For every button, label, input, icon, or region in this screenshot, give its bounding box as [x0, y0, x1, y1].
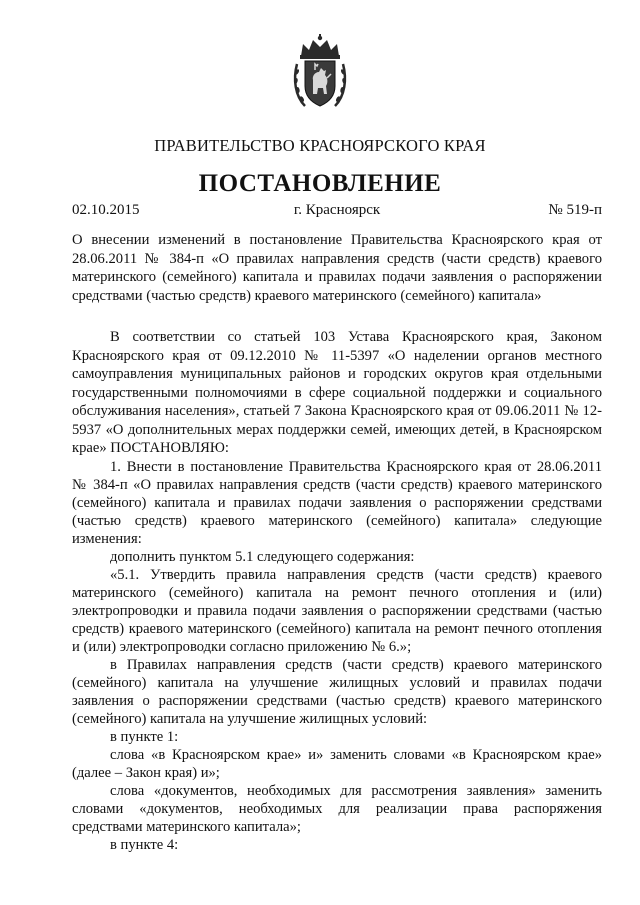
body-paragraph: 1. Внести в постановление Правительства Красноярского края от 28.06.2011 № 384-п «О правилах направления средств (части средств) краевого материнского (семейного) капитала и правилах подачи заявления о распоряжении средствами (частью средств) краевого материнского (семейного) капитала» следующие изменения: — [72, 458, 602, 547]
document-city: г. Красноярск — [293, 202, 381, 218]
document-type-title: ПОСТАНОВЛЕНИЕ — [198, 170, 442, 197]
body-paragraph: в Правилах направления средств (части средств) краевого материнского (семейного) капитала на улучшение жилищных условий и правилах подачи заявления о распоряжении средствами (частью средств) краевого материнского (семейного) капитала на улучшение жилищных условий: — [72, 656, 602, 727]
krasnoyarsk-coat-of-arms-icon — [291, 34, 349, 112]
body-paragraph: В соответствии со статьей 103 Устава Красноярского края, Законом Красноярского края от 09.12.2010 № 11-5397 «О наделении органов местного самоуправления муниципальных районов и городских округов края отдельными государственными полномочиями в сфере социальной поддержки и социального обслуживания населения», статьей 7 Закона Красноярского края от 09.06.2011 № 12-5937 «О дополнительных мерах поддержки семей, имеющих детей, в Красноярском крае» ПОСТАНОВЛЯЮ: — [72, 329, 602, 456]
document-meta-row — [72, 202, 602, 222]
body-paragraph: в пункте 1: — [110, 728, 179, 745]
document-body — [72, 231, 602, 854]
document-date: 02.10.2015 — [72, 202, 140, 218]
body-paragraph: дополнить пунктом 5.1 следующего содержания: — [110, 548, 415, 565]
body-paragraph: в пункте 4: — [110, 836, 179, 853]
body-paragraph: слова «в Красноярском крае» и» заменить словами «в Красноярском крае» (далее – Закон края) и»; — [72, 746, 602, 781]
body-paragraph: слова «документов, необходимых для рассмотрения заявления» заменить словами «документов, необходимых для реализации права распоряжения средствами материнского капитала»; — [72, 782, 602, 835]
body-paragraph: «5.1. Утвердить правила направления средств (части средств) краевого материнского (семейного) капитала на ремонт печного отопления и (или) электропроводки и правила подачи заявления о распоряжении средствами (частью средств) краевого материнского (семейного) капитала на ремонт печного отопления и (или) электропроводки согласно приложению № 6.»; — [72, 566, 602, 655]
document-number: № 519-п — [548, 202, 602, 218]
document-subject: О внесении изменений в постановление Правительства Красноярского края от 28.06.2011 № 384-п «О правилах направления средств (части средств) краевого материнского (семейного) капитала и правилах подачи заявления о распоряжении средствами (частью средств) краевого материнского (семейного) капитала» — [72, 232, 602, 304]
government-title: ПРАВИТЕЛЬСТВО КРАСНОЯРСКОГО КРАЯ — [154, 136, 486, 155]
